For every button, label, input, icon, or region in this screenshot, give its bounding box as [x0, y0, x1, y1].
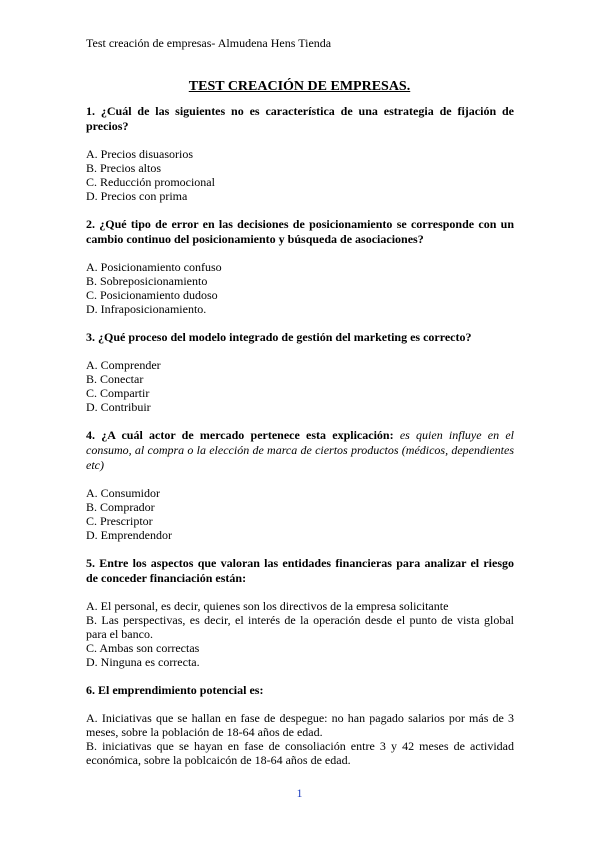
option-list: [86, 599, 514, 669]
question-text: 2. ¿Qué tipo de error en las decisiones de posicionamiento se corresponde con un cambio continuo del posicionamiento y búsqueda de asociaciones?: [86, 217, 514, 246]
option-b: B. Sobreposicionamiento: [86, 274, 208, 288]
option-b: B. Precios altos: [86, 161, 161, 175]
option-list: [86, 260, 514, 316]
option-c: C. Ambas son correctas: [86, 641, 200, 655]
option-list: [86, 358, 514, 414]
option-d: D. Precios con prima: [86, 189, 188, 203]
question-block-1: [86, 104, 514, 203]
option-list: [86, 711, 514, 767]
document-title: TEST CREACIÓN DE EMPRESAS.: [188, 79, 411, 94]
option-b: B. Las perspectivas, es decir, el interés de la operación desde el punto de vista global para el banco.: [86, 613, 514, 641]
option-a: A. Posicionamiento confuso: [86, 260, 222, 274]
question-text-italic: es quien influye en el consumo, al compra o la elección de marca de ciertos productos (médicos, dependientes etc): [86, 428, 515, 472]
option-list: [86, 147, 514, 203]
option-c: C. Compartir: [86, 386, 150, 400]
option-a: A. El personal, es decir, quienes son los directivos de la empresa solicitante: [86, 599, 449, 613]
option-a: A. Precios disuasorios: [86, 147, 193, 161]
question-text: 6. El emprendimiento potencial es:: [86, 683, 264, 697]
page-header: Test creación de empresas- Almudena Hens Tienda: [86, 36, 332, 50]
question-block-5: [86, 556, 514, 669]
option-d: D. Ninguna es correcta.: [86, 655, 200, 669]
question-text-bold: 4. ¿A cuál actor de mercado pertenece esta explicación:: [86, 428, 394, 442]
option-a: A. Iniciativas que se hallan en fase de despegue: no han pagado salarios por más de 3 meses, sobre la población de 18-64 años de edad.: [86, 711, 514, 739]
question-list: [86, 104, 514, 781]
question-block-2: [86, 217, 514, 316]
option-c: C. Reducción promocional: [86, 175, 215, 189]
option-a: A. Comprender: [86, 358, 161, 372]
question-text: 5. Entre los aspectos que valoran las entidades financieras para analizar el riesgo de conceder financiación están:: [86, 556, 514, 585]
option-d: D. Contribuir: [86, 400, 151, 414]
option-b: B. Comprador: [86, 500, 155, 514]
option-c: C. Prescriptor: [86, 514, 153, 528]
question-block-4: [86, 428, 514, 542]
option-list: [86, 486, 514, 542]
question-block-3: [86, 330, 514, 414]
question-text: 1. ¿Cuál de las siguientes no es característica de una estrategia de fijación de precios?: [86, 104, 514, 133]
option-b: B. Conectar: [86, 372, 144, 386]
option-d: D. Emprendendor: [86, 528, 172, 542]
option-c: C. Posicionamiento dudoso: [86, 288, 218, 302]
question-block-6: [86, 683, 514, 767]
option-a: A. Consumidor: [86, 486, 161, 500]
option-d: D. Infraposicionamiento.: [86, 302, 207, 316]
question-text: 3. ¿Qué proceso del modelo integrado de gestión del marketing es correcto?: [86, 330, 472, 344]
page-number: 1: [296, 786, 303, 800]
question-text: [86, 428, 514, 473]
option-b: B. iniciativas que se hayan en fase de consoliación entre 3 y 42 meses de actividad económica, sobre la poblcaicón de 18-64 años de edad.: [86, 739, 514, 767]
